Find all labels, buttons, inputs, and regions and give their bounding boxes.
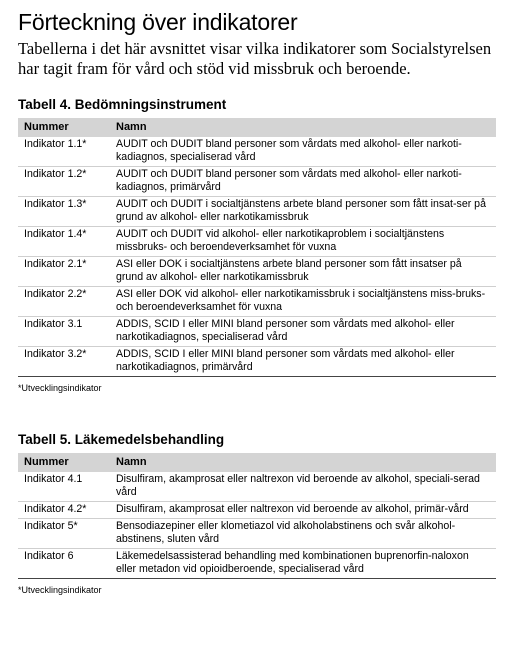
table-row	[18, 227, 496, 257]
table4	[18, 118, 496, 377]
table4-caption: Tabell 4. Bedömningsinstrument	[18, 97, 227, 112]
table-row	[18, 167, 496, 197]
table4-header-row	[18, 118, 496, 137]
table4-col-number: Nummer	[18, 118, 110, 137]
indicator-number: Indikator 6	[18, 549, 110, 579]
table-row	[18, 197, 496, 227]
page-title: Förteckning över indikatorer	[18, 9, 298, 35]
indicator-number: Indikator 3.1	[18, 317, 110, 347]
table-row	[18, 317, 496, 347]
table5-col-name: Namn	[110, 453, 496, 472]
indicator-name: Läkemedelsassisterad behandling med kombinationen buprenorfin-naloxon eller metadon vid opioidberoende, specialiserad vård	[110, 549, 496, 579]
indicator-number: Indikator 4.2*	[18, 502, 110, 519]
indicator-name: AUDIT och DUDIT bland personer som vårdats med alkohol- eller narkoti-kadiagnos, primärvård	[110, 167, 496, 197]
indicator-number: Indikator 2.2*	[18, 287, 110, 317]
indicator-number: Indikator 5*	[18, 519, 110, 549]
table-row	[18, 519, 496, 549]
indicator-name: ASI eller DOK vid alkohol- eller narkotikamissbruk i socialtjänstens miss-bruks- och beroendeverksamhet för vuxna	[110, 287, 496, 317]
indicator-name: AUDIT och DUDIT i socialtjänstens arbete bland personer som fått insat-ser på grund av alkohol- eller narkotikamissbruk	[110, 197, 496, 227]
indicator-name: ADDIS, SCID I eller MINI bland personer som vårdats med alkohol- eller narkotikadiagnos, specialiserad vård	[110, 317, 496, 347]
indicator-number: Indikator 4.1	[24, 473, 83, 485]
table-row	[18, 549, 496, 579]
table-row	[18, 137, 496, 167]
table5	[18, 453, 496, 579]
indicator-name: Disulfiram, akamprosat eller naltrexon vid beroende av alkohol, primär-vård	[110, 502, 496, 519]
indicator-number: Indikator 1.2*	[18, 167, 110, 197]
indicator-number: Indikator 1.4*	[18, 227, 110, 257]
table-row	[18, 502, 496, 519]
table-row	[18, 287, 496, 317]
table5-header-row	[18, 453, 496, 472]
table-row	[18, 257, 496, 287]
table4-footnote: *Utvecklingsindikator	[18, 383, 102, 393]
table-row	[18, 472, 496, 502]
indicator-number: Indikator 3.2*	[18, 347, 110, 377]
document-page	[18, 8, 496, 595]
indicator-name: AUDIT och DUDIT bland personer som vårdats med alkohol- eller narkoti-kadiagnos, specialiserad vård	[116, 138, 462, 163]
indicator-number: Indikator 2.1*	[18, 257, 110, 287]
intro-paragraph: Tabellerna i det här avsnittet visar vilka indikatorer som Socialstyrelsen har tagit fram för vård och stöd vid missbruk och beroende.	[18, 39, 492, 78]
table5-caption: Tabell 5. Läkemedelsbehandling	[18, 432, 225, 447]
indicator-name: Bensodiazepiner eller klometiazol vid alkoholabstinens och svår alkohol-abstinens, sluten vård	[110, 519, 496, 549]
table5-footnote: *Utvecklingsindikator	[18, 585, 102, 595]
indicator-name: ASI eller DOK i socialtjänstens arbete bland personer som fått insatser på grund av alkohol- eller narkotikamissbruk	[110, 257, 496, 287]
indicator-number: Indikator 1.1*	[24, 138, 87, 150]
table4-col-name: Namn	[110, 118, 496, 137]
indicator-name: ADDIS, SCID I eller MINI bland personer som vårdats med alkohol- eller narkotikadiagnos, primärvård	[110, 347, 496, 377]
table5-col-number: Nummer	[18, 453, 110, 472]
indicator-number: Indikator 1.3*	[18, 197, 110, 227]
table-row	[18, 347, 496, 377]
indicator-name: AUDIT och DUDIT vid alkohol- eller narkotikaproblem i socialtjänstens missbruks- och beroendeverksamhet för vuxna	[110, 227, 496, 257]
indicator-name: Disulfiram, akamprosat eller naltrexon vid beroende av alkohol, speciali-serad vård	[116, 473, 480, 498]
